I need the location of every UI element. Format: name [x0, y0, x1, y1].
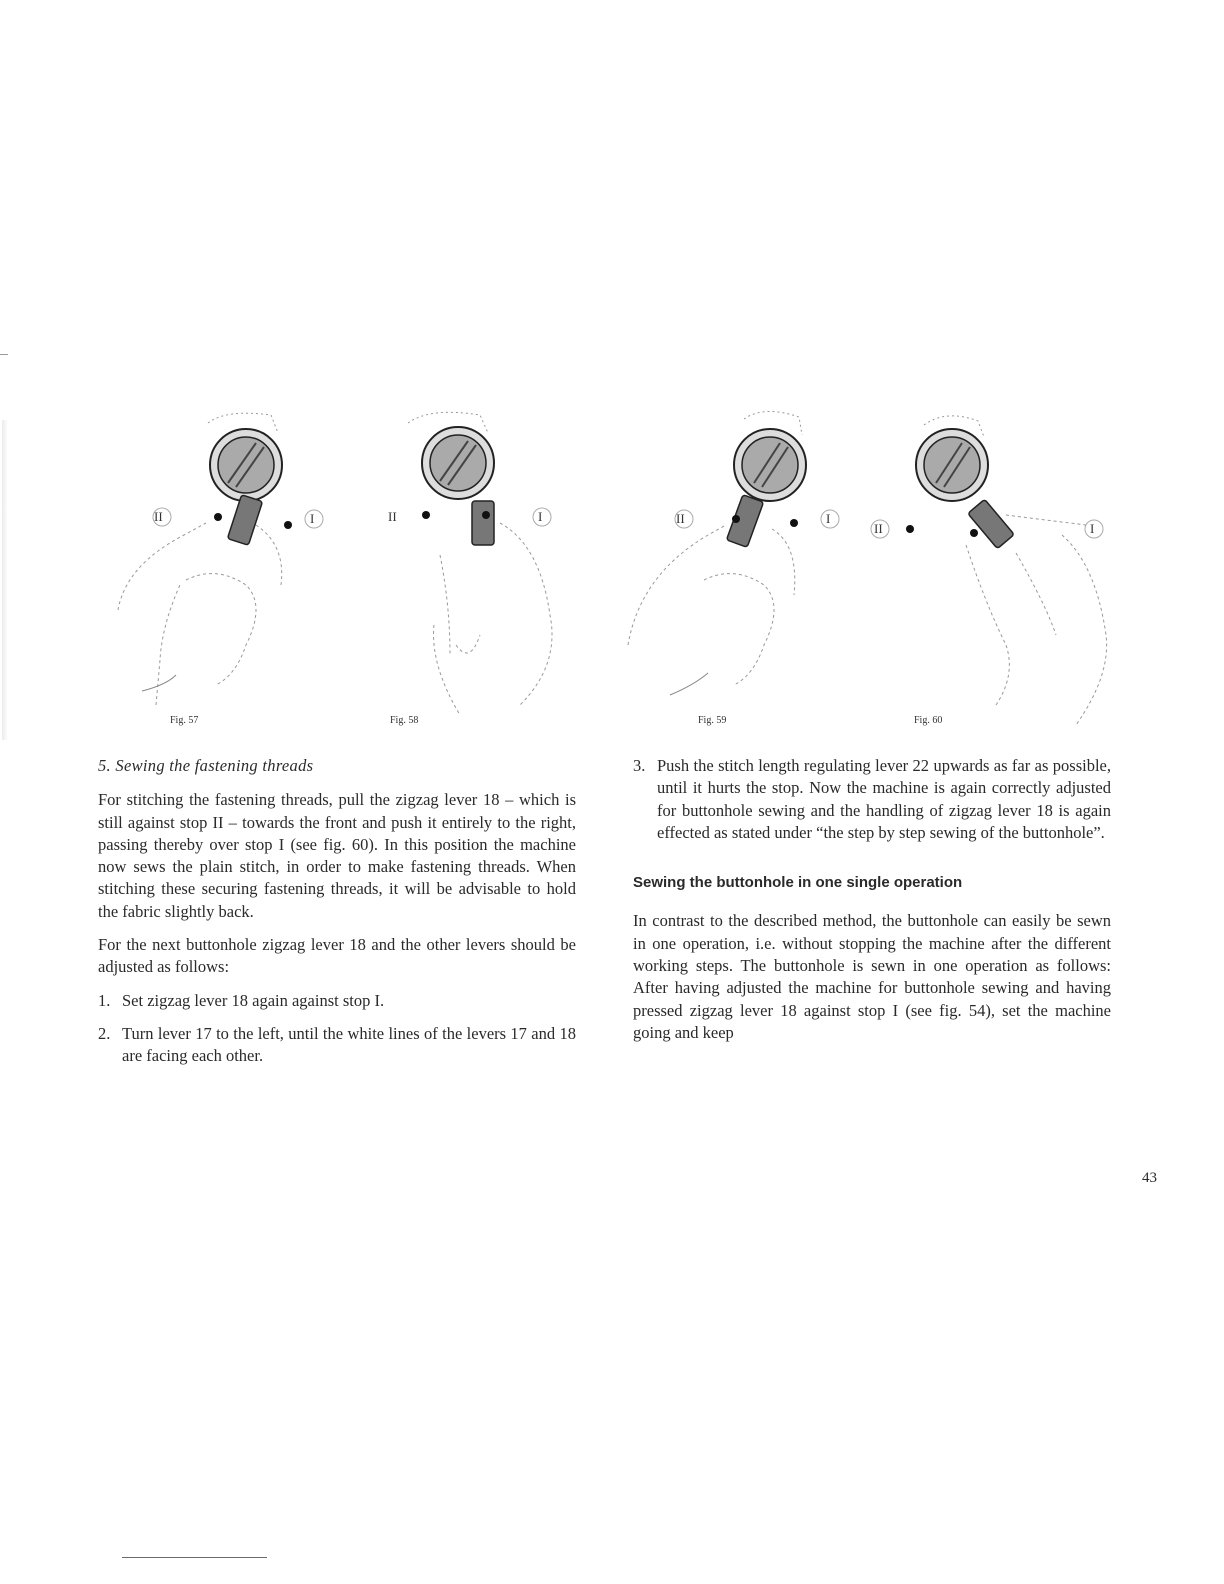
fig60-label: Fig. 60: [914, 715, 943, 726]
figure-58: [360, 405, 580, 725]
list-number: 1.: [98, 990, 111, 1010]
fig59-label: Fig. 59: [698, 715, 727, 726]
figure-57: [96, 405, 336, 725]
stop-II-label: II: [676, 511, 685, 526]
list-item: [633, 755, 1111, 844]
list-item: [98, 1023, 576, 1068]
stop-II-label: II: [388, 509, 397, 524]
stop-I-label: I: [538, 509, 543, 524]
figure-60: [866, 405, 1116, 725]
paragraph: In contrast to the described method, the buttonhole can easily be sewn in one operation, i.e. without stopping the machine after the different working steps. The buttonhole is sewn in one operation as follows: After having adjusted the machine for buttonhole sewing and having pressed zigzag lever 18 against stop I (see fig. 54), set the machine going and keep: [633, 911, 1111, 1042]
margin-mark: [0, 354, 8, 355]
list-number: 2.: [98, 1023, 111, 1043]
section-heading: 5. Sewing the fastening threads: [98, 756, 314, 775]
footnote-rule: [122, 1557, 267, 1558]
page-edge-shadow: [2, 420, 8, 740]
stop-I-label: I: [310, 511, 315, 526]
fig58-label: Fig. 58: [390, 715, 419, 726]
figure-59: [614, 405, 854, 725]
page-number: 43: [1142, 1170, 1157, 1186]
sub-heading: Sewing the buttonhole in one single operation: [633, 874, 963, 892]
fig57-label: Fig. 57: [170, 715, 199, 726]
list-text: Set zigzag lever 18 again against stop I.: [122, 990, 385, 1010]
list-number: 3.: [633, 756, 646, 775]
left-column: [98, 755, 576, 1079]
stop-I-label: I: [826, 511, 831, 526]
paragraph: For stitching the fastening threads, pull the zigzag lever 18 – which is still against stop II – towards the front and push it entirely to the right, passing thereby over stop I (see fig. 60). In this position the machine now sews the plain stitch, in order to make fastening threads. When stitching these securing fastening threads, it will be advisable to hold the fabric slightly back.: [98, 790, 576, 921]
list-text: Push the stitch length regulating lever 22 upwards as far as possible, until it hurts the stop. Now the machine is again correctly adjusted for buttonhole sewing and the handling of zigzag lever 18 is again effected as stated under “the step by step sewing of the buttonhole”.: [657, 756, 1111, 842]
right-column: [633, 755, 1111, 1055]
stop-II-label: II: [154, 509, 163, 524]
list-item: [98, 990, 576, 1012]
stop-II-label: II: [874, 521, 883, 536]
stop-I-label: I: [1090, 521, 1095, 536]
list-text: Turn lever 17 to the left, until the white lines of the levers 17 and 18 are facing each other.: [122, 1023, 576, 1066]
paragraph: For the next buttonhole zigzag lever 18 and the other levers should be adjusted as follows:: [98, 935, 576, 977]
